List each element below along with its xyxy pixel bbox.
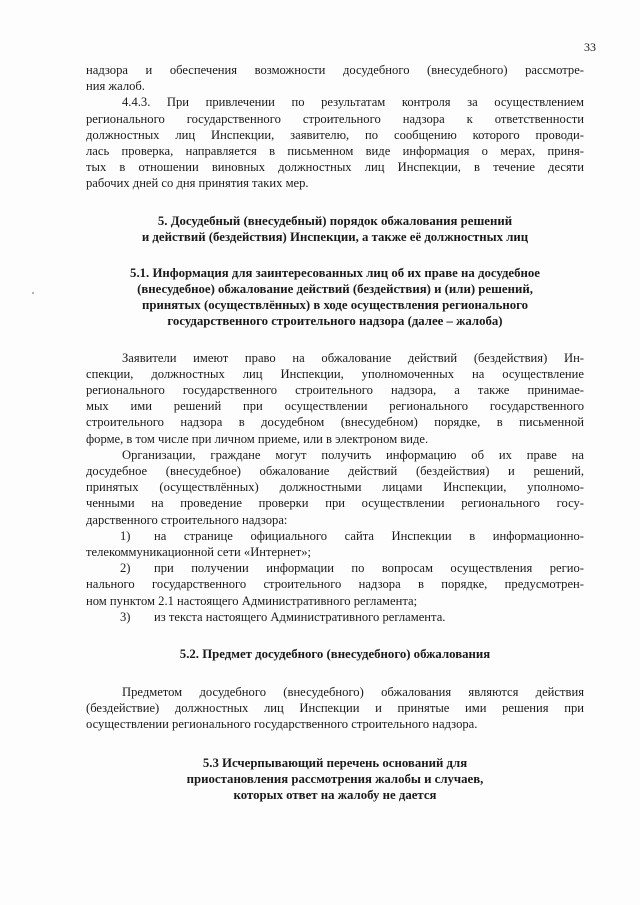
list-number: 1) bbox=[120, 528, 131, 543]
text-line: (бездействие) должностных лиц Инспекции и принятые ими решения при bbox=[86, 701, 584, 716]
list-item bbox=[86, 528, 584, 560]
text-line: Заявители имеют право на обжалование действий (бездействия) Ин- bbox=[122, 350, 584, 365]
text-line: ния жалоб. bbox=[86, 79, 145, 94]
section-heading-5-3 bbox=[86, 755, 584, 803]
text-line: мых ими решений при осуществлении регионального государственного bbox=[86, 399, 584, 414]
heading-line: принятых (осуществлённых) в ходе осуществления регионального bbox=[141, 297, 529, 312]
text-line: принятых (осуществлённых) должностными лицами Инспекции, уполномо- bbox=[86, 480, 584, 495]
text-line: форме, в том числе при личном приеме, или в электроном виде. bbox=[86, 431, 429, 446]
text-line: 4.4.3. При привлечении по результатам контроля за осуществлением bbox=[122, 95, 584, 110]
heading-line: которых ответ на жалобу не дается bbox=[233, 787, 437, 802]
numbered-list bbox=[86, 528, 584, 625]
section-heading-5 bbox=[86, 213, 584, 245]
paragraph-subject-of-appeal bbox=[86, 684, 584, 733]
page-number: 33 bbox=[584, 40, 596, 54]
text-line: Предметом досудебного (внесудебного) обжалования являются действия bbox=[122, 685, 584, 700]
text-line: ченными на проведение проверки при осуществлении регионального госу- bbox=[86, 496, 584, 511]
text-line: осуществлении регионального государственного строительного надзора. bbox=[86, 717, 478, 732]
text-line: телекоммуникационной сети «Интернет»; bbox=[86, 545, 312, 560]
list-item bbox=[86, 609, 584, 625]
text-line: рабочих дней со дня принятия таких мер. bbox=[86, 176, 309, 191]
heading-line: приостановления рассмотрения жалобы и случаев, bbox=[186, 771, 484, 786]
text-line: лась проверка, направляется в письменном виде информация о мерах, приня- bbox=[86, 144, 584, 159]
text-line: дарственного строительного надзора: bbox=[86, 512, 288, 527]
list-number: 2) bbox=[120, 561, 131, 576]
heading-line: государственного строительного надзора (далее – жалоба) bbox=[167, 313, 503, 328]
text-line: строительного надзора в досудебном (внесудебном) порядке, в письменной bbox=[86, 415, 584, 430]
text-line: нального государственного строительного надзора в порядке, предусмотрен- bbox=[86, 577, 584, 592]
heading-line: 5.2. Предмет досудебного (внесудебного) обжалования bbox=[179, 647, 491, 662]
paragraph-complaints-continuation bbox=[86, 62, 584, 94]
list-item-text: из текста настоящего Административного регламента. bbox=[154, 609, 446, 624]
heading-line: и действий (бездействия) Инспекции, а также её должностных лиц bbox=[141, 229, 529, 244]
text-line: досудебное (внесудебное) обжалование действий (бездействия) и решений, bbox=[86, 464, 584, 479]
heading-line: (внесудебное) обжалование действий (бездействия) и (или) решений, bbox=[137, 281, 533, 296]
scan-artifact-dot bbox=[32, 292, 34, 294]
heading-line: 5. Досудебный (внесудебный) порядок обжалования решений bbox=[157, 213, 513, 228]
text-line: регионального государственного строительного надзора, а также принимае- bbox=[86, 383, 584, 398]
text-line: тых в отношении виновных должностных лиц Инспекции, в течение десяти bbox=[86, 160, 584, 175]
paragraph-applicants-rights bbox=[86, 350, 584, 447]
section-heading-5-2 bbox=[86, 646, 584, 662]
list-item-text: при получении информации по вопросам осуществления регио- bbox=[154, 561, 584, 576]
text-line: Организации, граждане могут получить информацию об их праве на bbox=[122, 447, 584, 462]
page-content bbox=[86, 62, 584, 803]
text-line bbox=[86, 609, 584, 625]
heading-line: 5.1. Информация для заинтересованных лиц об их праве на досудебное bbox=[130, 265, 540, 280]
heading-line: 5.3 Исчерпывающий перечень оснований для bbox=[202, 755, 468, 770]
paragraph-information-sources bbox=[86, 447, 584, 528]
paragraph-4-4-3 bbox=[86, 94, 584, 191]
text-line: ном пунктом 2.1 настоящего Административного регламента; bbox=[86, 593, 418, 608]
list-item bbox=[86, 560, 584, 609]
list-item-text: на странице официального сайта Инспекции в информационно- bbox=[154, 528, 584, 543]
text-line bbox=[86, 560, 584, 576]
text-line bbox=[86, 528, 584, 544]
list-number: 3) bbox=[120, 609, 131, 624]
text-line: должностных лиц Инспекции, заявителю, по сообщению которого проводи- bbox=[86, 127, 584, 142]
text-line: регионального государственного строительного надзора к ответственности bbox=[86, 111, 584, 126]
text-line: надзора и обеспечения возможности досудебного (внесудебного) рассмотре- bbox=[86, 63, 584, 77]
section-heading-5-1 bbox=[86, 265, 584, 329]
text-line: спекции, должностных лиц Инспекции, уполномоченных на осуществление bbox=[86, 366, 584, 381]
